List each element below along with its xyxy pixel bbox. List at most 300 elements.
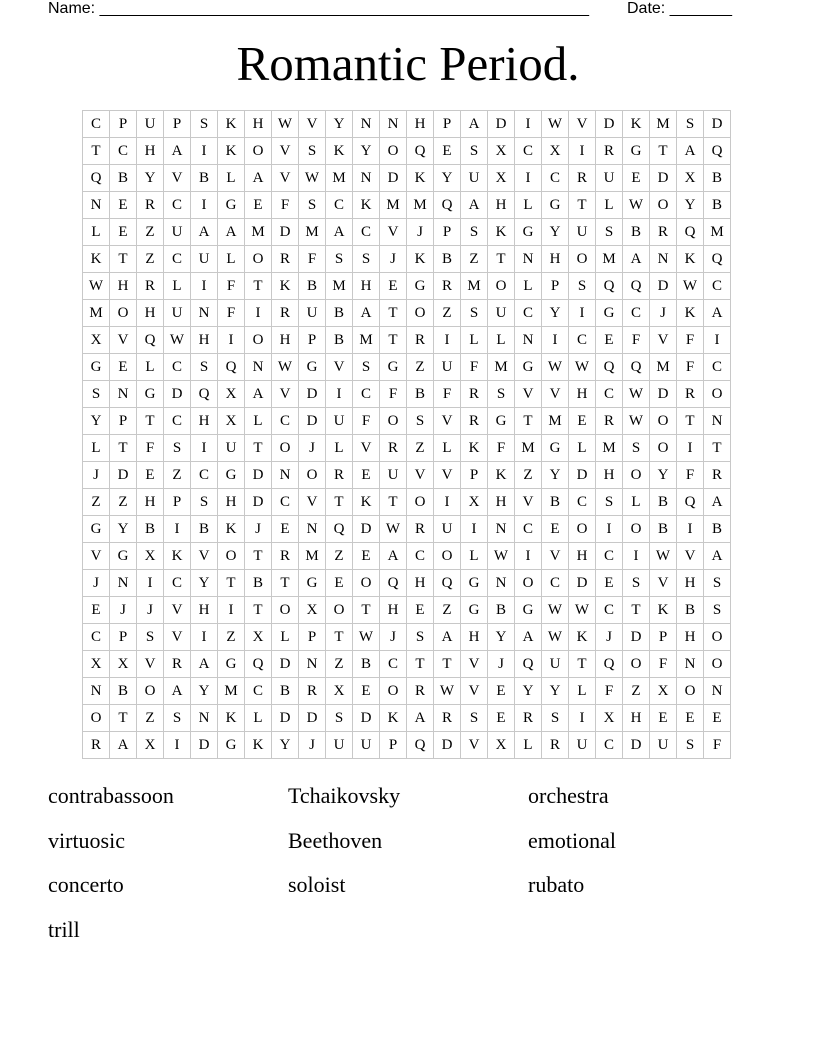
grid-letter[interactable]: G xyxy=(83,516,110,543)
grid-letter[interactable]: N xyxy=(488,570,515,597)
grid-letter[interactable]: O xyxy=(704,381,731,408)
grid-letter[interactable]: A xyxy=(326,219,353,246)
grid-letter[interactable]: O xyxy=(407,489,434,516)
grid-letter[interactable]: O xyxy=(272,435,299,462)
grid-letter[interactable]: S xyxy=(353,246,380,273)
grid-letter[interactable]: D xyxy=(623,732,650,759)
grid-letter[interactable]: E xyxy=(326,570,353,597)
grid-letter[interactable]: E xyxy=(488,678,515,705)
grid-letter[interactable]: F xyxy=(488,435,515,462)
grid-letter[interactable]: X xyxy=(596,705,623,732)
grid-letter[interactable]: G xyxy=(488,408,515,435)
grid-letter[interactable]: Y xyxy=(326,111,353,138)
grid-letter[interactable]: Q xyxy=(434,570,461,597)
grid-letter[interactable]: C xyxy=(326,192,353,219)
grid-letter[interactable]: R xyxy=(569,165,596,192)
grid-letter[interactable]: D xyxy=(569,570,596,597)
grid-letter[interactable]: U xyxy=(164,219,191,246)
grid-letter[interactable]: H xyxy=(407,111,434,138)
grid-letter[interactable]: Y xyxy=(110,516,137,543)
grid-letter[interactable]: H xyxy=(191,597,218,624)
grid-letter[interactable]: K xyxy=(218,111,245,138)
grid-letter[interactable]: C xyxy=(515,300,542,327)
grid-letter[interactable]: K xyxy=(353,192,380,219)
grid-letter[interactable]: L xyxy=(218,246,245,273)
grid-letter[interactable]: A xyxy=(191,219,218,246)
grid-letter[interactable]: V xyxy=(434,462,461,489)
grid-letter[interactable]: I xyxy=(191,435,218,462)
grid-letter[interactable]: I xyxy=(245,300,272,327)
grid-letter[interactable]: S xyxy=(191,354,218,381)
grid-letter[interactable]: Q xyxy=(704,246,731,273)
grid-letter[interactable]: F xyxy=(677,327,704,354)
grid-letter[interactable]: Q xyxy=(407,138,434,165)
grid-letter[interactable]: Z xyxy=(110,489,137,516)
grid-letter[interactable]: S xyxy=(299,138,326,165)
grid-letter[interactable]: V xyxy=(137,651,164,678)
grid-letter[interactable]: L xyxy=(83,219,110,246)
grid-letter[interactable]: O xyxy=(407,300,434,327)
grid-letter[interactable]: P xyxy=(164,489,191,516)
grid-letter[interactable]: O xyxy=(299,462,326,489)
grid-letter[interactable]: E xyxy=(137,462,164,489)
grid-letter[interactable]: K xyxy=(326,138,353,165)
grid-letter[interactable]: O xyxy=(380,678,407,705)
grid-letter[interactable]: X xyxy=(488,138,515,165)
grid-letter[interactable]: M xyxy=(299,543,326,570)
grid-letter[interactable]: S xyxy=(164,435,191,462)
grid-letter[interactable]: O xyxy=(650,408,677,435)
grid-letter[interactable]: R xyxy=(677,381,704,408)
grid-letter[interactable]: F xyxy=(677,354,704,381)
grid-letter[interactable]: P xyxy=(650,624,677,651)
grid-letter[interactable]: T xyxy=(218,570,245,597)
grid-letter[interactable]: Q xyxy=(677,489,704,516)
grid-letter[interactable]: S xyxy=(461,705,488,732)
grid-letter[interactable]: E xyxy=(110,354,137,381)
grid-letter[interactable]: J xyxy=(299,435,326,462)
grid-letter[interactable]: Y xyxy=(488,624,515,651)
grid-letter[interactable]: C xyxy=(272,489,299,516)
grid-letter[interactable]: A xyxy=(380,543,407,570)
grid-letter[interactable]: E xyxy=(596,570,623,597)
grid-letter[interactable]: U xyxy=(488,300,515,327)
grid-letter[interactable]: B xyxy=(434,246,461,273)
grid-letter[interactable]: G xyxy=(218,651,245,678)
grid-letter[interactable]: Q xyxy=(515,651,542,678)
grid-letter[interactable]: O xyxy=(569,246,596,273)
grid-letter[interactable]: U xyxy=(218,435,245,462)
grid-letter[interactable]: E xyxy=(704,705,731,732)
grid-letter[interactable]: F xyxy=(380,381,407,408)
grid-letter[interactable]: M xyxy=(326,273,353,300)
grid-letter[interactable]: R xyxy=(650,219,677,246)
grid-letter[interactable]: H xyxy=(596,462,623,489)
grid-letter[interactable]: G xyxy=(137,381,164,408)
grid-letter[interactable]: B xyxy=(704,516,731,543)
grid-letter[interactable]: Q xyxy=(218,354,245,381)
grid-letter[interactable]: A xyxy=(515,624,542,651)
grid-letter[interactable]: J xyxy=(83,462,110,489)
grid-letter[interactable]: Y xyxy=(353,138,380,165)
grid-letter[interactable]: U xyxy=(542,651,569,678)
grid-letter[interactable]: A xyxy=(461,192,488,219)
grid-letter[interactable]: M xyxy=(218,678,245,705)
grid-letter[interactable]: E xyxy=(245,192,272,219)
grid-letter[interactable]: P xyxy=(434,219,461,246)
grid-letter[interactable]: E xyxy=(407,597,434,624)
grid-letter[interactable]: U xyxy=(137,111,164,138)
grid-letter[interactable]: Q xyxy=(704,138,731,165)
grid-letter[interactable]: W xyxy=(434,678,461,705)
grid-letter[interactable]: L xyxy=(434,435,461,462)
grid-letter[interactable]: V xyxy=(164,597,191,624)
grid-letter[interactable]: Z xyxy=(407,354,434,381)
grid-letter[interactable]: T xyxy=(326,624,353,651)
grid-letter[interactable]: V xyxy=(353,435,380,462)
grid-letter[interactable]: D xyxy=(596,111,623,138)
grid-letter[interactable]: O xyxy=(380,408,407,435)
grid-letter[interactable]: O xyxy=(569,516,596,543)
grid-letter[interactable]: V xyxy=(299,111,326,138)
grid-letter[interactable]: R xyxy=(137,273,164,300)
grid-letter[interactable]: K xyxy=(677,246,704,273)
grid-letter[interactable]: P xyxy=(461,462,488,489)
grid-letter[interactable]: W xyxy=(623,408,650,435)
grid-letter[interactable]: Q xyxy=(596,273,623,300)
grid-letter[interactable]: O xyxy=(704,651,731,678)
grid-letter[interactable]: C xyxy=(353,381,380,408)
grid-letter[interactable]: X xyxy=(326,678,353,705)
grid-letter[interactable]: B xyxy=(191,165,218,192)
grid-letter[interactable]: B xyxy=(704,192,731,219)
grid-letter[interactable]: U xyxy=(326,408,353,435)
grid-letter[interactable]: V xyxy=(461,651,488,678)
grid-letter[interactable]: W xyxy=(488,543,515,570)
grid-letter[interactable]: O xyxy=(623,516,650,543)
grid-letter[interactable]: C xyxy=(407,543,434,570)
grid-letter[interactable]: O xyxy=(434,543,461,570)
grid-letter[interactable]: L xyxy=(218,165,245,192)
grid-letter[interactable]: I xyxy=(434,327,461,354)
grid-letter[interactable]: N xyxy=(191,705,218,732)
grid-letter[interactable]: T xyxy=(704,435,731,462)
grid-letter[interactable]: S xyxy=(704,597,731,624)
grid-letter[interactable]: I xyxy=(623,543,650,570)
grid-letter[interactable]: N xyxy=(299,651,326,678)
grid-letter[interactable]: G xyxy=(218,462,245,489)
grid-letter[interactable]: E xyxy=(83,597,110,624)
grid-letter[interactable]: W xyxy=(542,597,569,624)
grid-letter[interactable]: R xyxy=(515,705,542,732)
grid-letter[interactable]: U xyxy=(434,516,461,543)
grid-letter[interactable]: F xyxy=(623,327,650,354)
grid-letter[interactable]: O xyxy=(650,192,677,219)
grid-letter[interactable]: G xyxy=(83,354,110,381)
grid-letter[interactable]: K xyxy=(650,597,677,624)
grid-letter[interactable]: H xyxy=(245,111,272,138)
grid-letter[interactable]: I xyxy=(569,138,596,165)
grid-letter[interactable]: V xyxy=(83,543,110,570)
grid-letter[interactable]: H xyxy=(542,246,569,273)
grid-letter[interactable]: A xyxy=(191,651,218,678)
grid-letter[interactable]: A xyxy=(704,489,731,516)
grid-letter[interactable]: R xyxy=(407,678,434,705)
grid-letter[interactable]: Q xyxy=(677,219,704,246)
grid-letter[interactable]: H xyxy=(677,570,704,597)
grid-letter[interactable]: S xyxy=(83,381,110,408)
grid-letter[interactable]: C xyxy=(164,246,191,273)
grid-letter[interactable]: J xyxy=(380,246,407,273)
grid-letter[interactable]: S xyxy=(407,624,434,651)
grid-letter[interactable]: S xyxy=(407,408,434,435)
grid-letter[interactable]: K xyxy=(218,516,245,543)
grid-letter[interactable]: C xyxy=(704,273,731,300)
grid-letter[interactable]: X xyxy=(488,165,515,192)
grid-letter[interactable]: B xyxy=(299,273,326,300)
grid-letter[interactable]: V xyxy=(650,327,677,354)
grid-letter[interactable]: O xyxy=(245,246,272,273)
grid-letter[interactable]: I xyxy=(677,516,704,543)
grid-letter[interactable]: R xyxy=(272,300,299,327)
grid-letter[interactable]: N xyxy=(191,300,218,327)
grid-letter[interactable]: G xyxy=(380,354,407,381)
grid-letter[interactable]: K xyxy=(83,246,110,273)
grid-letter[interactable]: G xyxy=(515,354,542,381)
grid-letter[interactable]: T xyxy=(326,489,353,516)
grid-letter[interactable]: N xyxy=(704,678,731,705)
grid-letter[interactable]: E xyxy=(542,516,569,543)
grid-letter[interactable]: R xyxy=(137,192,164,219)
grid-letter[interactable]: Z xyxy=(434,597,461,624)
grid-letter[interactable]: R xyxy=(434,273,461,300)
grid-letter[interactable]: Y xyxy=(542,300,569,327)
grid-letter[interactable]: Q xyxy=(623,354,650,381)
grid-letter[interactable]: O xyxy=(245,327,272,354)
grid-letter[interactable]: V xyxy=(515,381,542,408)
grid-letter[interactable]: L xyxy=(164,273,191,300)
grid-letter[interactable]: Y xyxy=(272,732,299,759)
grid-letter[interactable]: B xyxy=(650,489,677,516)
grid-letter[interactable]: G xyxy=(407,273,434,300)
grid-letter[interactable]: I xyxy=(542,327,569,354)
grid-letter[interactable]: B xyxy=(407,381,434,408)
grid-letter[interactable]: W xyxy=(623,192,650,219)
grid-letter[interactable]: O xyxy=(704,624,731,651)
grid-letter[interactable]: V xyxy=(407,462,434,489)
grid-letter[interactable]: O xyxy=(326,597,353,624)
grid-letter[interactable]: L xyxy=(461,543,488,570)
grid-letter[interactable]: M xyxy=(407,192,434,219)
grid-letter[interactable]: W xyxy=(542,354,569,381)
grid-letter[interactable]: C xyxy=(272,408,299,435)
grid-letter[interactable]: J xyxy=(83,570,110,597)
grid-letter[interactable]: C xyxy=(83,624,110,651)
grid-letter[interactable]: O xyxy=(515,570,542,597)
grid-letter[interactable]: S xyxy=(488,381,515,408)
grid-letter[interactable]: I xyxy=(569,705,596,732)
grid-letter[interactable]: D xyxy=(299,408,326,435)
grid-letter[interactable]: T xyxy=(650,138,677,165)
grid-letter[interactable]: P xyxy=(542,273,569,300)
grid-letter[interactable]: H xyxy=(488,192,515,219)
grid-letter[interactable]: I xyxy=(596,516,623,543)
grid-letter[interactable]: M xyxy=(596,435,623,462)
grid-letter[interactable]: A xyxy=(434,624,461,651)
grid-letter[interactable]: I xyxy=(218,597,245,624)
grid-letter[interactable]: C xyxy=(515,516,542,543)
grid-letter[interactable]: L xyxy=(515,732,542,759)
grid-letter[interactable]: C xyxy=(569,327,596,354)
grid-letter[interactable]: G xyxy=(542,435,569,462)
grid-letter[interactable]: A xyxy=(677,138,704,165)
grid-letter[interactable]: H xyxy=(137,300,164,327)
grid-letter[interactable]: T xyxy=(407,651,434,678)
grid-letter[interactable]: W xyxy=(83,273,110,300)
grid-letter[interactable]: C xyxy=(110,138,137,165)
grid-letter[interactable]: A xyxy=(704,543,731,570)
grid-letter[interactable]: U xyxy=(434,354,461,381)
grid-letter[interactable]: U xyxy=(596,165,623,192)
grid-letter[interactable]: G xyxy=(461,570,488,597)
grid-letter[interactable]: O xyxy=(623,462,650,489)
grid-letter[interactable]: E xyxy=(650,705,677,732)
grid-letter[interactable]: C xyxy=(164,408,191,435)
grid-letter[interactable]: E xyxy=(677,705,704,732)
grid-letter[interactable]: U xyxy=(380,462,407,489)
grid-letter[interactable]: L xyxy=(245,408,272,435)
grid-letter[interactable]: R xyxy=(407,327,434,354)
grid-letter[interactable]: K xyxy=(623,111,650,138)
grid-letter[interactable]: R xyxy=(461,381,488,408)
grid-letter[interactable]: X xyxy=(461,489,488,516)
grid-letter[interactable]: V xyxy=(434,408,461,435)
grid-letter[interactable]: D xyxy=(245,489,272,516)
grid-letter[interactable]: I xyxy=(218,327,245,354)
grid-letter[interactable]: U xyxy=(191,246,218,273)
grid-letter[interactable]: S xyxy=(191,489,218,516)
grid-letter[interactable]: C xyxy=(380,651,407,678)
grid-letter[interactable]: I xyxy=(515,165,542,192)
grid-letter[interactable]: S xyxy=(677,111,704,138)
grid-letter[interactable]: I xyxy=(515,543,542,570)
grid-letter[interactable]: C xyxy=(542,570,569,597)
grid-letter[interactable]: J xyxy=(488,651,515,678)
grid-letter[interactable]: S xyxy=(461,138,488,165)
grid-letter[interactable]: L xyxy=(623,489,650,516)
grid-letter[interactable]: W xyxy=(542,624,569,651)
grid-letter[interactable]: I xyxy=(164,732,191,759)
grid-letter[interactable]: B xyxy=(353,651,380,678)
grid-letter[interactable]: V xyxy=(191,543,218,570)
grid-letter[interactable]: A xyxy=(704,300,731,327)
grid-letter[interactable]: C xyxy=(623,300,650,327)
grid-letter[interactable]: H xyxy=(110,273,137,300)
grid-letter[interactable]: N xyxy=(83,678,110,705)
grid-letter[interactable]: P xyxy=(434,111,461,138)
grid-letter[interactable]: Y xyxy=(515,678,542,705)
grid-letter[interactable]: H xyxy=(272,327,299,354)
grid-letter[interactable]: I xyxy=(326,381,353,408)
grid-letter[interactable]: Q xyxy=(407,732,434,759)
grid-letter[interactable]: W xyxy=(569,354,596,381)
grid-letter[interactable]: A xyxy=(164,138,191,165)
grid-letter[interactable]: K xyxy=(245,732,272,759)
grid-letter[interactable]: T xyxy=(245,435,272,462)
grid-letter[interactable]: B xyxy=(326,300,353,327)
grid-letter[interactable]: U xyxy=(326,732,353,759)
grid-letter[interactable]: K xyxy=(164,543,191,570)
grid-letter[interactable]: W xyxy=(164,327,191,354)
grid-letter[interactable]: X xyxy=(83,327,110,354)
grid-letter[interactable]: Y xyxy=(191,678,218,705)
grid-letter[interactable]: H xyxy=(380,597,407,624)
grid-letter[interactable]: S xyxy=(569,273,596,300)
grid-letter[interactable]: Z xyxy=(515,462,542,489)
grid-letter[interactable]: D xyxy=(272,705,299,732)
grid-letter[interactable]: R xyxy=(596,138,623,165)
grid-letter[interactable]: G xyxy=(515,219,542,246)
grid-letter[interactable]: T xyxy=(110,246,137,273)
grid-letter[interactable]: Q xyxy=(434,192,461,219)
grid-letter[interactable]: P xyxy=(110,408,137,435)
grid-letter[interactable]: I xyxy=(191,138,218,165)
grid-letter[interactable]: I xyxy=(704,327,731,354)
grid-letter[interactable]: W xyxy=(380,516,407,543)
grid-letter[interactable]: Y xyxy=(191,570,218,597)
grid-letter[interactable]: V xyxy=(110,327,137,354)
grid-letter[interactable]: N xyxy=(515,327,542,354)
grid-letter[interactable]: S xyxy=(299,192,326,219)
grid-letter[interactable]: S xyxy=(353,354,380,381)
grid-letter[interactable]: R xyxy=(596,408,623,435)
grid-letter[interactable]: C xyxy=(596,597,623,624)
grid-letter[interactable]: K xyxy=(407,165,434,192)
grid-letter[interactable]: H xyxy=(218,489,245,516)
grid-letter[interactable]: G xyxy=(542,192,569,219)
grid-letter[interactable]: M xyxy=(596,246,623,273)
grid-letter[interactable]: N xyxy=(704,408,731,435)
grid-letter[interactable]: P xyxy=(299,327,326,354)
grid-letter[interactable]: Q xyxy=(137,327,164,354)
grid-letter[interactable]: T xyxy=(245,597,272,624)
grid-letter[interactable]: F xyxy=(677,462,704,489)
grid-letter[interactable]: J xyxy=(137,597,164,624)
grid-letter[interactable]: T xyxy=(677,408,704,435)
grid-letter[interactable]: B xyxy=(137,516,164,543)
grid-letter[interactable]: E xyxy=(353,543,380,570)
grid-letter[interactable]: X xyxy=(542,138,569,165)
grid-letter[interactable]: M xyxy=(461,273,488,300)
grid-letter[interactable]: B xyxy=(110,678,137,705)
grid-letter[interactable]: S xyxy=(461,219,488,246)
grid-letter[interactable]: D xyxy=(569,462,596,489)
grid-letter[interactable]: U xyxy=(461,165,488,192)
grid-letter[interactable]: D xyxy=(299,705,326,732)
grid-letter[interactable]: Z xyxy=(137,246,164,273)
grid-letter[interactable]: C xyxy=(164,192,191,219)
grid-letter[interactable]: N xyxy=(515,246,542,273)
grid-letter[interactable]: D xyxy=(650,165,677,192)
grid-letter[interactable]: G xyxy=(623,138,650,165)
grid-letter[interactable]: L xyxy=(488,327,515,354)
grid-letter[interactable]: B xyxy=(191,516,218,543)
grid-letter[interactable]: M xyxy=(380,192,407,219)
grid-letter[interactable]: E xyxy=(488,705,515,732)
grid-letter[interactable]: H xyxy=(569,381,596,408)
grid-letter[interactable]: Q xyxy=(596,354,623,381)
grid-letter[interactable]: I xyxy=(569,300,596,327)
